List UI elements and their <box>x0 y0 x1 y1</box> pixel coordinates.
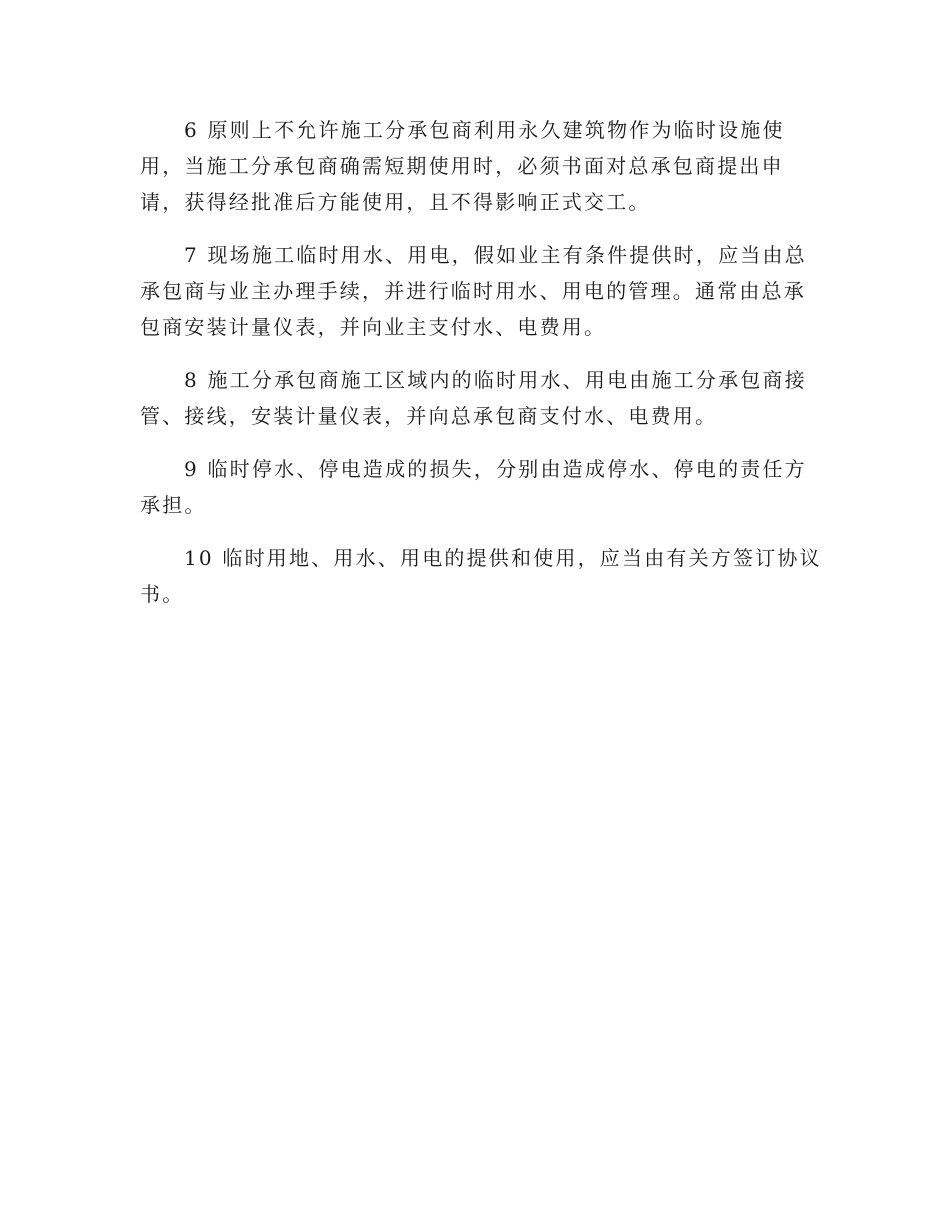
paragraph-line: 管、接线，安装计量仪表，并向总承包商支付水、电费用。 <box>140 404 718 428</box>
document-body <box>140 112 822 629</box>
paragraph-line: 9 临时停水、停电造成的损失，分别由造成停水、停电的责任方 <box>184 457 807 481</box>
paragraph-9 <box>140 451 810 523</box>
paragraph-6 <box>140 112 810 220</box>
paragraph-10 <box>140 540 822 612</box>
paragraph-7 <box>140 237 810 345</box>
paragraph-line: 10 临时用地、用水、用电的提供和使用，应当由有关方签订协议 <box>184 546 822 570</box>
paragraph-line: 7 现场施工临时用水、用电，假如业主有条件提供时，应当由总 <box>184 243 807 267</box>
paragraph-line: 承担。 <box>140 493 207 517</box>
paragraph-line: 书。 <box>140 582 185 606</box>
paragraph-line: 8 施工分承包商施工区域内的临时用水、用电由施工分承包商接 <box>184 368 807 392</box>
paragraph-line: 承包商与业主办理手续，并进行临时用水、用电的管理。通常由总承 <box>140 279 806 303</box>
paragraph-line: 用，当施工分承包商确需短期使用时，必须书面对总承包商提出申 <box>140 154 784 178</box>
paragraph-8 <box>140 362 810 434</box>
paragraph-line: 请，获得经批准后方能使用，且不得影响正式交工。 <box>140 190 651 214</box>
paragraph-line: 包商安装计量仪表，并向业主支付水、电费用。 <box>140 315 607 339</box>
paragraph-line: 6 原则上不允许施工分承包商利用永久建筑物作为临时设施使 <box>184 118 785 142</box>
